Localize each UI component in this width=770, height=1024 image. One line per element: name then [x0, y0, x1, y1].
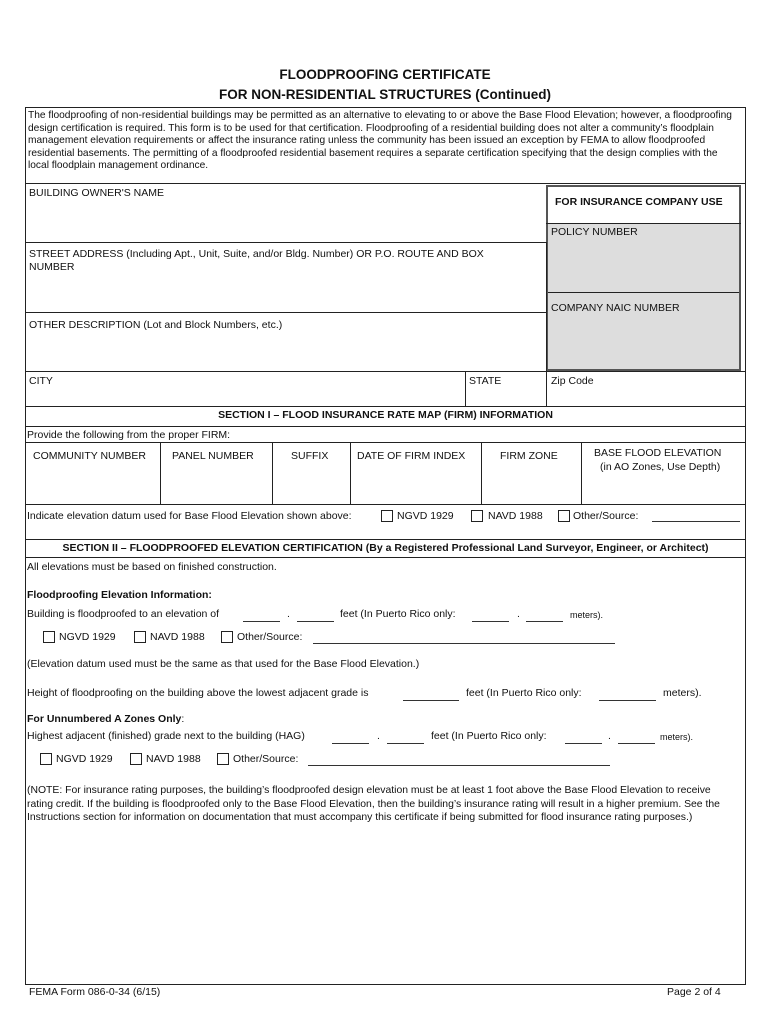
unnumbered-a-zones-title: For Unnumbered A Zones Only — [27, 713, 182, 725]
ngvd-label-3: NGVD 1929 — [56, 753, 113, 765]
meters-label: meters). — [570, 610, 604, 620]
naic-number-field[interactable] — [549, 316, 737, 366]
other-source-label-2: Other/Source: — [237, 631, 303, 643]
owner-name-label: BUILDING OWNER'S NAME — [29, 187, 165, 199]
col-community-number: COMMUNITY NUMBER — [33, 450, 146, 462]
elevation-meters-int-field[interactable] — [472, 621, 509, 622]
unnumbered-a-zones-colon: : — [181, 713, 185, 725]
zip-field[interactable] — [548, 389, 743, 405]
ngvd-label-2: NGVD 1929 — [59, 631, 116, 643]
navd-checkbox-2[interactable] — [134, 631, 146, 643]
elevation-label: Building is floodproofed to an elevation of — [27, 608, 220, 620]
section2-heading: SECTION II – FLOODPROOFED ELEVATION CERTIFICATION (By a Registered Professional Land Surveyor, Engineer, or Architect) — [62, 542, 709, 554]
firm-zone-field[interactable] — [483, 476, 580, 502]
insurance-box-left — [546, 242, 547, 371]
divider — [25, 539, 746, 540]
page-number: Page 2 of 4 — [667, 986, 721, 998]
bfe-field[interactable] — [583, 476, 744, 502]
decimal-point: . — [608, 730, 611, 742]
divider — [25, 371, 746, 372]
hag-meters-dec-field[interactable] — [618, 743, 655, 744]
elevation-feet-dec-field[interactable] — [297, 621, 334, 622]
other-source-checkbox-3[interactable] — [217, 753, 229, 765]
feet-pr-label: feet (In Puerto Rico only: — [340, 608, 456, 620]
naic-number-label: COMPANY NAIC NUMBER — [551, 302, 680, 314]
street-address-label: STREET ADDRESS (Including Apt., Unit, Suite, and/or Bldg. Number) OR P.O. ROUTE AND BOX — [29, 248, 484, 260]
decimal-point: . — [287, 608, 290, 620]
divider — [481, 442, 482, 504]
col-date-firm-index: DATE OF FIRM INDEX — [357, 450, 466, 462]
divider — [25, 183, 746, 184]
navd-label-3: NAVD 1988 — [146, 753, 201, 765]
divider — [25, 312, 546, 313]
form-number: FEMA Form 086-0-34 (6/15) — [29, 986, 161, 998]
intro-paragraph: The floodproofing of non-residential buildings may be permitted as an alternative to elevating to or above the Base Flood Elevation; however, a floodproofing design certification is required. This form is to be used for that certification. Floodproofing of a residential building does not alter a community’s floodplain management elevation requirements or affect the insurance rating unless the community has been issued an exception by FEMA to allow floodproofed residential basements. The permitting of a floodproofed residential basement requires a separate certification specifying that the design complies with the local floodplain management ordinance. — [28, 110, 732, 172]
suffix-field[interactable] — [274, 476, 349, 502]
ngvd-checkbox-3[interactable] — [40, 753, 52, 765]
other-source-field-3[interactable] — [308, 765, 610, 766]
page-subtitle: FOR NON-RESIDENTIAL STRUCTURES (Continued) — [219, 87, 551, 102]
other-description-field[interactable] — [26, 333, 544, 369]
other-description-label: OTHER DESCRIPTION (Lot and Block Numbers, etc.) — [29, 319, 283, 331]
ngvd-checkbox-2[interactable] — [43, 631, 55, 643]
other-source-field-2[interactable] — [313, 643, 615, 644]
state-field[interactable] — [467, 389, 544, 405]
community-number-field[interactable] — [26, 476, 159, 502]
street-address-field[interactable] — [26, 274, 544, 310]
divider — [25, 426, 746, 427]
divider — [25, 406, 746, 407]
divider — [548, 292, 739, 293]
unnumbered-a-zones-heading — [27, 713, 184, 726]
insurance-box-heading: FOR INSURANCE COMPANY USE — [555, 196, 723, 208]
rating-note: (NOTE: For insurance rating purposes, the building’s floodproofed design elevation must be at least 1 foot above the Base Flood Elevation to receive rating credit. If the building is floodproofed only to the Base Flood Elevation, then the building’s insurance rating will result in a higher premium. See the Instructions section for information on documentation that must accompany this certificate if being submitted for flood insurance rating purposes.) — [27, 785, 720, 823]
col-panel-number: PANEL NUMBER — [172, 450, 254, 462]
col-firm-zone: FIRM ZONE — [500, 450, 558, 462]
hag-label: Highest adjacent (finished) grade next to the building (HAG) — [27, 730, 305, 742]
datum-note: (Elevation datum used must be the same as that used for the Base Flood Elevation.) — [27, 658, 420, 670]
state-label: STATE — [469, 375, 502, 387]
divider — [25, 504, 746, 505]
height-label: Height of floodproofing on the building above the lowest adjacent grade is — [27, 687, 369, 699]
other-source-field[interactable] — [652, 521, 740, 522]
divider — [546, 371, 547, 406]
decimal-point: . — [517, 608, 520, 620]
elevation-feet-int-field[interactable] — [243, 621, 280, 622]
navd-checkbox[interactable] — [471, 510, 483, 522]
section1-heading: SECTION I – FLOOD INSURANCE RATE MAP (FIRM) INFORMATION — [218, 409, 553, 421]
datum-prompt: Indicate elevation datum used for Base Flood Elevation shown above: — [27, 510, 352, 522]
divider — [581, 442, 582, 504]
hag-meters-label: meters). — [660, 732, 694, 742]
hag-feet-pr-label: feet (In Puerto Rico only: — [431, 730, 547, 742]
date-firm-index-field[interactable] — [352, 476, 480, 502]
other-source-checkbox-2[interactable] — [221, 631, 233, 643]
finished-construction-note: All elevations must be based on finished construction. — [27, 561, 277, 573]
policy-number-label: POLICY NUMBER — [551, 226, 638, 238]
height-feet-field[interactable] — [403, 700, 459, 701]
height-meters-label: meters). — [663, 687, 702, 699]
divider — [25, 242, 546, 243]
firm-instruction: Provide the following from the proper FIRM: — [27, 429, 231, 441]
owner-name-field[interactable] — [26, 199, 544, 241]
page-title: FLOODPROOFING CERTIFICATE — [279, 67, 491, 82]
col-bfe-note: (in AO Zones, Use Depth) — [600, 461, 721, 473]
divider — [160, 442, 161, 504]
decimal-point: . — [377, 730, 380, 742]
divider — [25, 442, 746, 443]
hag-feet-dec-field[interactable] — [387, 743, 424, 744]
ngvd-label: NGVD 1929 — [397, 510, 454, 522]
divider — [350, 442, 351, 504]
divider — [465, 371, 466, 406]
divider — [546, 223, 741, 224]
height-meters-field[interactable] — [599, 700, 656, 701]
divider — [25, 557, 746, 558]
ngvd-checkbox[interactable] — [381, 510, 393, 522]
city-label: CITY — [29, 375, 53, 387]
other-source-label: Other/Source: — [573, 510, 639, 522]
navd-label-2: NAVD 1988 — [150, 631, 205, 643]
col-suffix: SUFFIX — [291, 450, 329, 462]
elevation-meters-dec-field[interactable] — [526, 621, 563, 622]
panel-number-field[interactable] — [162, 476, 271, 502]
frame-top — [25, 107, 746, 108]
height-feet-pr-label: feet (In Puerto Rico only: — [466, 687, 582, 699]
other-source-label-3: Other/Source: — [233, 753, 299, 765]
col-bfe: BASE FLOOD ELEVATION — [594, 447, 722, 459]
floodproofing-info-heading: Floodproofing Elevation Information: — [27, 589, 212, 601]
other-source-checkbox[interactable] — [558, 510, 570, 522]
city-field[interactable] — [26, 389, 462, 405]
frame-bottom — [25, 984, 746, 985]
policy-number-field[interactable] — [549, 240, 737, 290]
hag-meters-int-field[interactable] — [565, 743, 602, 744]
navd-label: NAVD 1988 — [488, 510, 543, 522]
hag-feet-int-field[interactable] — [332, 743, 369, 744]
divider — [272, 442, 273, 504]
street-address-label-cont: NUMBER — [29, 261, 75, 273]
zip-label: Zip Code — [551, 375, 594, 387]
navd-checkbox-3[interactable] — [130, 753, 142, 765]
